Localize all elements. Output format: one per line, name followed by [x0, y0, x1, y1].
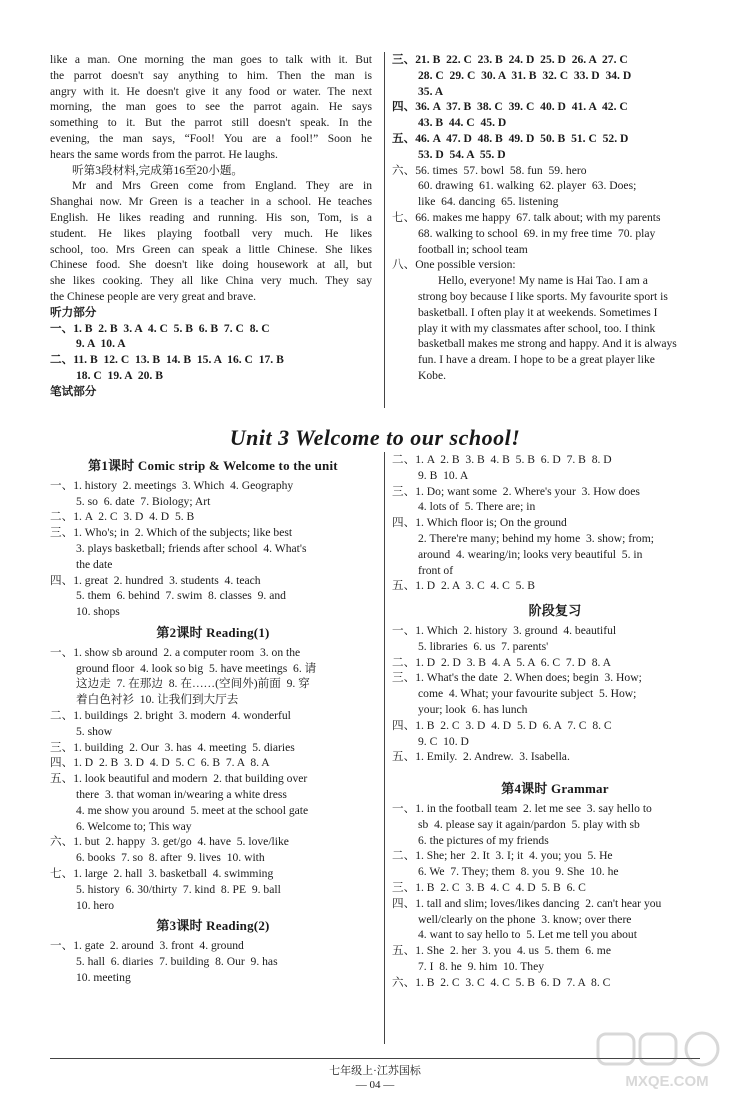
answer-line: 5. history 6. 30/thirty 7. kind 8. PE 9. ball: [76, 882, 281, 896]
answer-line: football in; school team: [418, 242, 528, 256]
passage-line: student. He likes playing football very much. He likes: [50, 226, 372, 240]
answer-line: front of: [418, 563, 454, 577]
answer-line: around 4. wearing/in; looks very beautiful 5. in: [418, 547, 643, 561]
answer-line: ground floor 4. look so big 5. have meetings 6. 请: [76, 661, 317, 675]
answer-line: 10. shops: [76, 605, 120, 619]
answer-line: 三、1. What's the date 2. When does; begin 3. How;: [392, 671, 642, 685]
answer-line: 3. plays basketball; friends after school 4. What's: [76, 541, 307, 555]
answer-line: 三、1. Do; want some 2. Where's your 3. How does: [392, 484, 640, 498]
essay-line: strong boy because I like sports. My favourite sport is: [418, 289, 668, 303]
answer-line: 四、36. A 37. B 38. C 39. C 40. D 41. A 42. C: [392, 100, 628, 114]
essay-line: play it with my classmates after school, too. I think: [418, 321, 656, 335]
answer-line: 一、1. in the football team 2. let me see 3. say hello to: [392, 801, 652, 815]
section-instruction: 听第3段材料,完成第16至20小题。: [72, 163, 244, 177]
column-divider: [384, 52, 385, 408]
answer-line: 三、1. B 2. C 3. B 4. C 4. D 5. B 6. C: [392, 880, 586, 894]
answer-line: 三、1. building 2. Our 3. has 4. meeting 5. diaries: [50, 740, 295, 754]
answer-line: 一、1. show sb around 2. a computer room 3. on the: [50, 645, 301, 659]
unit-title: Unit 3 Welcome to our school!: [229, 425, 521, 450]
answer-line: 一、1. Which 2. history 3. ground 4. beautiful: [392, 623, 617, 637]
watermark-logo: [592, 1030, 742, 1092]
answer-line: 4. want to say hello to 5. Let me tell you about: [418, 928, 637, 942]
answer-line: 二、11. B 12. C 13. B 14. B 15. A 16. C 17. B: [50, 353, 284, 367]
answer-line: 一、1. gate 2. around 3. front 4. ground: [50, 939, 244, 953]
answer-line: there 3. that woman in/wearing a white dress: [76, 787, 287, 801]
answer-line: 这边走 7. 在那边 8. 在……(空间外)前面 9. 穿: [76, 677, 310, 691]
passage-line: school, too. Mrs Green can speak a little Chinese. She likes: [50, 242, 372, 256]
essay-line: Hello, everyone! My name is Hai Tao. I am a: [438, 274, 648, 288]
answer-line: 四、1. great 2. hundred 3. students 4. teach: [50, 573, 261, 587]
answer-line: 二、1. A 2. C 3. D 4. D 5. B: [50, 510, 195, 524]
answer-line: sb 4. please say it again/pardon 5. play with sb: [418, 817, 640, 831]
answer-line: 5. hall 6. diaries 7. building 8. Our 9. has: [76, 954, 278, 968]
answer-line: 4. me show you around 5. meet at the school gate: [76, 803, 309, 817]
answer-line: 6. books 7. so 8. after 9. lives 10. with: [76, 851, 265, 865]
answer-line: 6. Welcome to; This way: [76, 819, 192, 833]
answer-line: 28. C 29. C 30. A 31. B 32. C 33. D 34. D: [418, 68, 632, 82]
answer-line: 5. show: [76, 724, 113, 738]
answer-line: 6. the pictures of my friends: [418, 833, 549, 847]
answer-line: 10. hero: [76, 898, 114, 912]
answer-line: 六、1. B 2. C 3. C 4. C 5. B 6. D 7. A 8. C: [392, 975, 611, 989]
essay-line: basketball. I often play it at weekends. Sometimes I: [418, 305, 658, 319]
answer-line: the date: [76, 557, 113, 571]
passage-line: evening, the man says, “Fool! You are a fool!” Soon he: [50, 131, 372, 145]
answer-line: 七、66. makes me happy 67. talk about; with my parents: [392, 210, 661, 224]
answer-line: your; look 6. has lunch: [418, 702, 528, 716]
answer-line: 三、1. Who's; in 2. Which of the subjects; like best: [50, 526, 293, 540]
answer-line: 四、1. D 2. B 3. D 4. D 5. C 6. B 7. A 8. A: [50, 756, 270, 770]
answer-line: 9. B 10. A: [418, 468, 469, 482]
answer-line: like 64. dancing 65. listening: [418, 195, 559, 209]
top-right-column: [392, 52, 710, 384]
lesson-heading: 第4课时 Grammar: [501, 781, 609, 797]
bottom-left-column: [50, 458, 376, 986]
passage-line: the parrot doesn't say anything to him. Then the man is: [50, 68, 372, 82]
answer-line: 五、1. She 2. her 3. you 4. us 5. them 6. me: [392, 944, 611, 958]
section-label-written: 笔试部分: [50, 384, 97, 398]
answer-line: 三、21. B 22. C 23. B 24. D 25. D 26. A 27. C: [392, 53, 628, 66]
lesson-heading: 第2课时 Reading(1): [156, 624, 270, 640]
passage-line: she likes cooking. They all like China very much. They say: [50, 274, 372, 288]
passage-line: Chinese food. She doesn't like doing housework at all, but: [50, 258, 372, 272]
passage-line: Mr and Mrs Green come from England. They are in: [72, 179, 372, 193]
footer-grade-label: 七年级上·江苏国标: [329, 1065, 421, 1077]
answer-line: 10. meeting: [76, 970, 131, 984]
answer-line: 53. D 54. A 55. D: [418, 147, 506, 161]
answer-line: 八、One possible version:: [392, 258, 516, 272]
page-number: — 04 —: [355, 1079, 395, 1091]
answer-line: 6. We 7. They; them 8. you 9. She 10. he: [418, 865, 619, 879]
bottom-right-column: [392, 452, 718, 991]
answer-line: 5. so 6. date 7. Biology; Art: [76, 494, 211, 508]
answer-line: 一、1. history 2. meetings 3. Which 4. Geography: [50, 478, 294, 492]
answer-line: 9. A 10. A: [76, 337, 126, 351]
answer-line: 七、1. large 2. hall 3. basketball 4. swimming: [50, 866, 274, 880]
answer-line: come 4. What; your favourite subject 5. How;: [418, 687, 637, 701]
answer-line: 7. I 8. he 9. him 10. They: [418, 959, 545, 973]
top-left-column: [50, 52, 372, 400]
essay-line: basketball makes me strong and happy. And it is always: [418, 337, 677, 351]
answer-line: 二、1. D 2. D 3. B 4. A 5. A 6. C 7. D 8. A: [392, 655, 612, 669]
passage-line: hears the same words from the parrot. He laughs.: [50, 147, 278, 161]
answer-line: 2. There're many; behind my home 3. show; from;: [418, 531, 654, 545]
watermark-text: MXQE.COM: [625, 1073, 709, 1090]
answer-line: 四、1. B 2. C 3. D 4. D 5. D 6. A 7. C 8. C: [392, 718, 612, 732]
answer-line: 9. C 10. D: [418, 734, 469, 748]
passage-line: something to it. But the parrot still doesn't speak. In the: [50, 116, 372, 130]
passage-line: angry with it. He doesn't give it any food or water. The next: [50, 84, 372, 98]
answer-line: 二、1. buildings 2. bright 3. modern 4. wonderful: [50, 708, 291, 722]
passage-line: Shanghai now. Mr Green is a teacher in a school. He teaches: [50, 195, 372, 209]
answer-line: 四、1. tall and slim; loves/likes dancing 2. can't hear you: [392, 896, 662, 910]
lesson-heading: 第3课时 Reading(2): [156, 918, 270, 934]
answer-line: 35. A: [418, 84, 444, 98]
answer-line: 60. drawing 61. walking 62. player 63. Does;: [418, 179, 637, 193]
answer-line: 六、1. but 2. happy 3. get/go 4. have 5. love/like: [50, 835, 289, 849]
answer-line: 二、1. A 2. B 3. B 4. B 5. B 6. D 7. B 8. D: [392, 453, 612, 466]
review-heading: 阶段复习: [528, 603, 582, 619]
answer-line: well/clearly on the phone 3. know; over there: [418, 912, 632, 926]
answer-line: 4. lots of 5. There are; in: [418, 500, 536, 514]
answer-line: 五、1. look beautiful and modern 2. that building over: [50, 772, 308, 786]
answer-line: 一、1. B 2. B 3. A 4. C 5. B 6. B 7. C 8. C: [50, 321, 270, 335]
passage-line: like a man. One morning the man goes to talk with it. But: [50, 53, 372, 66]
answer-line: 43. B 44. C 45. D: [418, 116, 507, 130]
answer-line: 5. libraries 6. us 7. parents': [418, 639, 549, 653]
answer-line: 68. walking to school 69. in my free time 70. play: [418, 226, 656, 240]
answer-line: 二、1. She; her 2. It 3. I; it 4. you; you 5. He: [392, 849, 613, 863]
column-divider: [384, 452, 385, 1044]
answer-line: 五、1. D 2. A 3. C 4. C 5. B: [392, 579, 536, 593]
passage-line: morning, the man goes to see the parrot again. He says: [50, 100, 372, 114]
answer-line: 18. C 19. A 20. B: [76, 368, 163, 382]
answer-line: 四、1. Which floor is; On the ground: [392, 516, 567, 530]
lesson-heading: 第1课时 Comic strip & Welcome to the unit: [88, 458, 338, 473]
answer-line: 5. them 6. behind 7. swim 8. classes 9. and: [76, 589, 286, 603]
answer-line: 五、1. Emily. 2. Andrew. 3. Isabella.: [392, 750, 570, 764]
essay-line: Kobe.: [418, 368, 447, 382]
answer-line: 六、56. times 57. bowl 58. fun 59. hero: [392, 163, 587, 177]
answer-line: 五、46. A 47. D 48. B 49. D 50. B 51. C 52. D: [392, 131, 629, 145]
section-label-listening: 听力部分: [50, 305, 97, 319]
essay-line: fun. I have a dream. I hope to be a great player like: [418, 353, 655, 367]
passage-line: the Chinese people are very great and brave.: [50, 289, 257, 303]
answer-line: 着白色衬衫 10. 让我们到大厅去: [76, 693, 239, 707]
passage-line: English. He likes reading and running. His son, Tom, is a: [50, 210, 372, 224]
